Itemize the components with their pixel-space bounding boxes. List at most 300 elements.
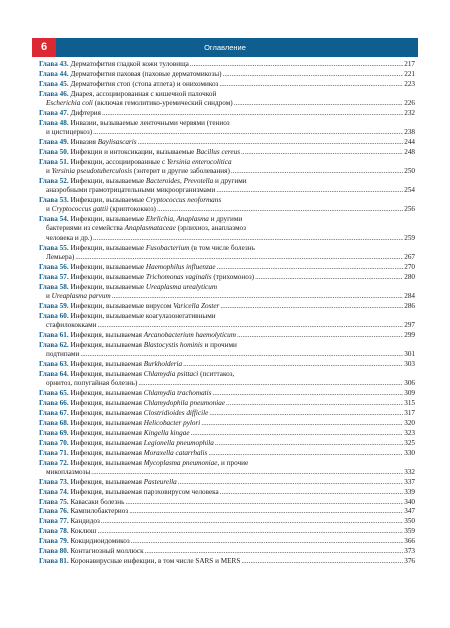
toc-entry[interactable]	[39, 138, 415, 147]
dot-leader	[241, 557, 403, 566]
entry-text-segment: Burkholderia	[143, 359, 183, 368]
toc-entry-line	[39, 283, 415, 292]
dot-leader	[255, 273, 403, 282]
entry-text-segment: Инфекция, вызываемая	[70, 428, 144, 437]
entry-text-segment: микоплазмозы	[46, 467, 91, 476]
page-reference: 373	[404, 547, 415, 556]
chapter-label: Глава 69.	[39, 428, 69, 437]
toc-entry-last-line	[39, 331, 415, 340]
toc-entry-last-line	[39, 263, 415, 272]
page-reference: 223	[404, 79, 415, 88]
toc-entry-last-line	[39, 429, 415, 438]
toc-entry-text	[39, 537, 130, 546]
entry-text-segment: Инфекция, вызываемая	[70, 408, 144, 417]
dot-leader	[178, 478, 404, 487]
entry-text-segment: Инфекции, ассоциированные с	[70, 157, 167, 166]
chapter-label: Глава 64.	[39, 369, 69, 378]
entry-text-segment: Контагиозный моллюск	[70, 547, 144, 556]
toc-entry[interactable]	[39, 60, 415, 69]
toc-entry-text	[39, 60, 189, 69]
entry-text-segment: Helicobacter pylori	[143, 418, 201, 427]
chapter-label: Глава 48.	[39, 118, 69, 127]
chapter-label: Глава 57.	[39, 272, 69, 281]
entry-text-segment: Cryptococcus gattii	[51, 205, 109, 214]
entry-text-segment: стафилококками	[46, 320, 97, 329]
toc-entry[interactable]	[39, 399, 415, 408]
entry-text-segment: и другими	[208, 215, 243, 224]
entry-text-segment: Инфекции, вызываемые	[70, 243, 146, 252]
entry-text-segment: Кокцидиоидомикоз	[70, 537, 130, 546]
toc-entry-text	[39, 70, 221, 79]
chapter-label: Глава 67.	[39, 408, 69, 417]
chapter-label: Глава 49.	[39, 138, 69, 147]
toc-entry-line	[39, 177, 415, 186]
toc-entry[interactable]	[39, 517, 415, 526]
entry-text-segment: Дерматофития гладкой кожи туловища	[70, 60, 189, 68]
toc-entry-last-line	[39, 128, 415, 137]
dot-leader	[93, 234, 403, 243]
toc-entry-last-line	[39, 547, 415, 556]
toc-entry-text	[46, 350, 79, 359]
entry-text-segment: Инфекция, вызываемая	[70, 369, 144, 378]
chapter-label: Глава 58.	[39, 282, 69, 291]
entry-text-segment: Лемьера)	[46, 252, 75, 261]
entry-text-segment: Инфекция, вызываемая	[70, 458, 144, 467]
entry-text-segment: Дифтерия	[70, 108, 101, 117]
toc-entry[interactable]	[39, 498, 415, 507]
toc-entry-text	[39, 80, 218, 89]
entry-text-segment: Инфекции, вызываемые коагулазонегативными	[70, 311, 216, 320]
toc-entry-text	[39, 399, 225, 408]
toc-entry-line	[39, 244, 415, 253]
dot-leader	[219, 80, 403, 89]
toc-entry-last-line	[39, 419, 415, 428]
toc-entry[interactable]	[39, 263, 415, 272]
toc-entry-text	[46, 99, 233, 108]
entry-text-segment: Коронавирусные инфекции, в том числе SARS и MERS	[70, 557, 241, 566]
toc-entry-last-line	[39, 488, 415, 497]
chapter-label: Глава 65.	[39, 388, 69, 397]
page-reference: 254	[404, 186, 415, 195]
toc-entry[interactable]	[39, 331, 415, 340]
chapter-label: Глава 71.	[39, 448, 69, 457]
toc-entry-text	[46, 234, 92, 243]
toc-entry[interactable]	[39, 177, 415, 195]
page-reference: 332	[404, 467, 415, 476]
entry-text-segment: Fusobacterium	[145, 243, 190, 252]
toc-entry[interactable]	[39, 409, 415, 418]
toc-entry-text	[46, 167, 230, 176]
page-reference: 320	[404, 418, 415, 427]
toc-entry-last-line	[39, 138, 415, 147]
page-reference: 366	[404, 537, 415, 546]
entry-text-segment: Инфекции, вызываемые вирусом	[70, 301, 174, 310]
dot-leader	[201, 419, 403, 428]
toc-entry-text	[39, 527, 96, 536]
entry-text-segment: Инфекция, вызываемая	[70, 448, 144, 457]
entry-text-segment: (включая гемолитико-уремический синдром)	[92, 99, 233, 108]
dot-leader	[215, 439, 403, 448]
page-reference: 306	[404, 378, 415, 387]
entry-text-segment: Yersinia enterocolitica	[166, 157, 232, 166]
entry-text-segment: человека и др.)	[46, 233, 92, 242]
toc-entry-text	[39, 507, 128, 516]
dot-leader	[191, 429, 404, 438]
entry-text-segment: Bacillus cereus	[196, 147, 240, 156]
toc-entry-line	[39, 158, 415, 167]
toc-entry-last-line	[39, 517, 415, 526]
chapter-label: Глава 66.	[39, 398, 69, 407]
chapter-label: Глава 62.	[39, 340, 69, 349]
toc-entry-last-line	[39, 507, 415, 516]
chapter-label: Глава 74.	[39, 487, 69, 496]
entry-text-segment: Varicella Zoster	[173, 301, 220, 310]
chapter-label: Глава 44.	[39, 69, 69, 78]
entry-text-segment: Инфекция, вызываемая	[70, 438, 144, 447]
toc-entry[interactable]	[39, 90, 415, 108]
toc-entry-last-line	[39, 109, 415, 118]
page-reference: 301	[404, 349, 415, 358]
page-reference: 238	[404, 128, 415, 137]
toc-entry-last-line	[39, 80, 415, 89]
chapter-label: Глава 47.	[39, 108, 69, 117]
page-reference: 232	[404, 108, 415, 117]
toc-entry-text	[39, 419, 200, 428]
page-reference: 359	[404, 527, 415, 536]
toc-entry[interactable]	[39, 557, 415, 566]
toc-entry[interactable]	[39, 507, 415, 516]
entry-text-segment: Инвазия	[70, 138, 98, 147]
chapter-label: Глава 72.	[39, 458, 69, 467]
page-reference: 376	[404, 557, 415, 566]
toc-entry-last-line	[39, 148, 415, 157]
dot-leader	[125, 498, 403, 507]
entry-text-segment: Инфекция, вызываемая	[70, 477, 144, 486]
toc-entry[interactable]	[39, 80, 415, 89]
chapter-label: Глава 81.	[39, 557, 69, 566]
entry-text-segment: Инфекция, вызываемая	[70, 398, 144, 407]
toc-entry[interactable]	[39, 488, 415, 497]
toc-entry-last-line	[39, 186, 415, 195]
page-reference: 347	[404, 507, 415, 516]
toc-entry[interactable]	[39, 70, 415, 79]
dot-leader	[138, 138, 404, 147]
entry-text-segment: (трихомоноз)	[211, 272, 255, 281]
toc-entry-last-line	[39, 70, 415, 79]
entry-text-segment: Диарея, ассоциированная с кишечной палочкой	[70, 89, 217, 98]
dot-leader	[209, 409, 403, 418]
toc-entry-line	[39, 341, 415, 350]
dot-leader	[101, 517, 403, 526]
page-reference: 309	[404, 388, 415, 397]
chapter-label: Глава 63.	[39, 359, 69, 368]
dot-leader	[216, 186, 403, 195]
entry-text-segment: Moraxella catarrhalis	[143, 448, 208, 457]
entry-text-segment: Blastocystis hominis	[143, 340, 203, 349]
entry-text-segment: Haemophilus influenzae	[145, 262, 216, 271]
chapter-label: Глава 43.	[39, 60, 69, 68]
toc-entry-last-line	[39, 321, 415, 330]
entry-text-segment: Кампилобактериоз	[70, 507, 129, 516]
dot-leader	[220, 488, 403, 497]
page-reference: 280	[404, 272, 415, 281]
toc-entry[interactable]	[39, 370, 415, 388]
chapter-label: Глава 50.	[39, 147, 69, 156]
toc-entry-last-line	[39, 360, 415, 369]
entry-text-segment: Kingella kingae	[143, 428, 190, 437]
toc-entry-text	[39, 109, 101, 118]
toc-entry-text	[39, 449, 207, 458]
toc-entry-text	[46, 321, 96, 330]
entry-text-segment: (пситтакоз,	[198, 369, 235, 378]
chapter-label: Глава 77.	[39, 517, 69, 526]
dot-leader	[241, 148, 403, 157]
chapter-label: Глава 53.	[39, 196, 69, 205]
entry-text-segment: Инфекция, вызываемая	[70, 330, 144, 339]
toc-entry-text	[39, 429, 190, 438]
chapter-label: Глава 46.	[39, 89, 69, 98]
toc-entry[interactable]	[39, 360, 415, 369]
toc-entry-text	[39, 488, 219, 497]
dot-leader	[129, 507, 403, 516]
toc-entry-line	[39, 370, 415, 379]
entry-text-segment: Инфекции, вызываемые	[70, 215, 146, 224]
dot-leader	[222, 70, 403, 79]
toc-entry-last-line	[39, 389, 415, 398]
entry-text-segment: Bacteroides, Prevotella	[145, 177, 214, 186]
toc-entry-last-line	[39, 498, 415, 507]
page-reference: 303	[404, 359, 415, 368]
entry-text-segment: Yersinia pseudotuberculosis	[51, 167, 132, 176]
entry-text-segment: Escherichia coli	[46, 99, 93, 108]
entry-text-segment: бактериями из семейства	[46, 224, 125, 233]
page-reference: 250	[404, 167, 415, 176]
toc-entry-last-line	[39, 468, 415, 477]
dot-leader	[80, 350, 403, 359]
entry-text-segment: Ureaplasma urealyticum	[145, 282, 218, 291]
toc-entry-last-line	[39, 205, 415, 214]
page-number: 6	[32, 38, 56, 57]
entry-text-segment: Инфекции, вызываемые	[70, 177, 146, 186]
chapter-label: Глава 59.	[39, 301, 69, 310]
toc-entry[interactable]	[39, 215, 415, 242]
entry-text-segment: Кавасаки болезнь	[70, 497, 125, 506]
toc-entry[interactable]	[39, 312, 415, 330]
toc-entry-text	[39, 409, 208, 418]
toc-entry-text	[39, 331, 236, 340]
dot-leader	[226, 399, 403, 408]
entry-text-segment: Mycoplasma pneumoniae	[143, 458, 218, 467]
page-reference: 315	[404, 398, 415, 407]
page-reference: 297	[404, 320, 415, 329]
entry-text-segment: и	[46, 205, 52, 214]
dot-leader	[231, 167, 403, 176]
page-reference: 270	[404, 262, 415, 271]
entry-text-segment: и	[46, 167, 52, 176]
toc-entry[interactable]	[39, 244, 415, 262]
entry-text-segment: подтипами	[46, 349, 80, 358]
toc-entry-last-line	[39, 350, 415, 359]
toc-entry-text	[46, 205, 156, 214]
toc-entry-line	[39, 196, 415, 205]
toc-entry-text	[39, 498, 124, 507]
entry-text-segment: Коклюш	[70, 527, 97, 536]
toc-entry-line	[39, 459, 415, 468]
toc-entry-text	[39, 517, 100, 526]
page-reference: 337	[404, 477, 415, 486]
toc-entry-text	[46, 186, 215, 195]
chapter-label: Глава 80.	[39, 547, 69, 556]
toc-entry[interactable]	[39, 273, 415, 282]
toc-entry-last-line	[39, 99, 415, 108]
toc-entry-last-line	[39, 439, 415, 448]
page-reference: 330	[404, 448, 415, 457]
toc-entry-text	[39, 138, 137, 147]
toc-entry[interactable]	[39, 478, 415, 487]
entry-text-segment: (эрлихиоз, анаплазмоз	[175, 224, 246, 233]
toc-entry[interactable]	[39, 283, 415, 301]
entry-text-segment: Дерматофития паховая (паховые дерматомикозы)	[70, 69, 222, 78]
entry-text-segment: (энтерит и другие заболевания)	[132, 167, 230, 176]
chapter-label: Глава 45.	[39, 79, 69, 88]
entry-text-segment: Cryptococcus neoformans	[145, 196, 222, 205]
toc-entry-last-line	[39, 302, 415, 311]
page-reference: 248	[404, 147, 415, 156]
page-reference: 244	[404, 138, 415, 147]
toc-entry[interactable]	[39, 449, 415, 458]
toc-entry-text	[39, 302, 219, 311]
toc-entry[interactable]	[39, 196, 415, 214]
chapter-label: Глава 55.	[39, 243, 69, 252]
dot-leader	[131, 537, 404, 546]
chapter-label: Глава 54.	[39, 215, 69, 224]
dot-leader	[91, 468, 403, 477]
toc-entry[interactable]	[39, 302, 415, 311]
entry-text-segment: Ureaplasma parvum	[51, 291, 111, 300]
toc-entry[interactable]	[39, 158, 415, 176]
entry-text-segment: Chlamydia psittaci	[143, 369, 199, 378]
toc-entry-text	[39, 360, 182, 369]
toc-entry[interactable]	[39, 109, 415, 118]
table-of-contents	[39, 60, 415, 567]
dot-leader	[102, 109, 403, 118]
dot-leader	[75, 253, 403, 262]
chapter-label: Глава 52.	[39, 177, 69, 186]
entry-text-segment: орнитоз, попугайная болезнь)	[46, 378, 138, 387]
page-reference: 339	[404, 487, 415, 496]
entry-text-segment: Дерматофития стоп (стопа атлета) и онихомикоз	[70, 79, 219, 88]
page-reference: 323	[404, 428, 415, 437]
chapter-label: Глава 73.	[39, 477, 69, 486]
entry-text-segment: Кандидоз	[70, 517, 100, 526]
toc-entry-last-line	[39, 379, 415, 388]
toc-entry-line	[39, 90, 415, 99]
dot-leader	[217, 263, 404, 272]
toc-entry[interactable]	[39, 537, 415, 546]
entry-text-segment: (в том числе болезнь	[189, 243, 255, 252]
toc-entry-line	[39, 224, 415, 233]
entry-text-segment: Инвазии, вызываемые ленточными червями (тениоз	[70, 118, 230, 127]
entry-text-segment: Инфекции, вызываемые	[70, 262, 146, 271]
entry-text-segment: и	[46, 291, 52, 300]
dot-leader	[212, 389, 403, 398]
page-reference: 256	[404, 205, 415, 214]
entry-text-segment: Инфекция, вызываемая	[70, 359, 144, 368]
toc-entry-text	[46, 468, 90, 477]
toc-entry-text	[46, 292, 111, 301]
page-reference: 286	[404, 301, 415, 310]
chapter-label: Глава 51.	[39, 157, 69, 166]
header-title: Оглавление	[204, 43, 246, 52]
toc-entry-last-line	[39, 399, 415, 408]
chapter-label: Глава 79.	[39, 537, 69, 546]
entry-text-segment: и другими	[213, 177, 247, 186]
dot-leader	[190, 60, 403, 69]
toc-entry[interactable]	[39, 459, 415, 477]
chapter-label: Глава 56.	[39, 262, 69, 271]
toc-entry-last-line	[39, 292, 415, 301]
toc-entry-last-line	[39, 527, 415, 536]
toc-entry-line	[39, 119, 415, 128]
dot-leader	[145, 547, 404, 556]
toc-entry[interactable]	[39, 527, 415, 536]
toc-entry[interactable]	[39, 148, 415, 157]
entry-text-segment: и цистицеркоз)	[46, 128, 93, 137]
entry-text-segment: анаэробными грамотрицательными микроорганизмами	[46, 186, 216, 195]
toc-entry-last-line	[39, 537, 415, 546]
entry-text-segment: Chlamydia trachomatis	[143, 388, 212, 397]
toc-entry-text	[39, 389, 211, 398]
page-reference: 325	[404, 438, 415, 447]
entry-text-segment: Pasteurella	[143, 477, 177, 486]
toc-entry-text	[39, 478, 177, 487]
page-reference: 267	[404, 252, 415, 261]
dot-leader	[112, 292, 404, 301]
toc-entry-text	[46, 379, 137, 388]
entry-text-segment: Инфекция, вызываемая парэховирусом человека	[70, 487, 219, 496]
toc-entry-last-line	[39, 557, 415, 566]
dot-leader	[183, 360, 403, 369]
dot-leader	[157, 205, 403, 214]
dot-leader	[237, 331, 403, 340]
toc-entry[interactable]	[39, 547, 415, 556]
toc-entry-text	[39, 263, 216, 272]
entry-text-segment: Инфекция, вызываемая	[70, 388, 144, 397]
toc-entry-line	[39, 215, 415, 224]
toc-entry-last-line	[39, 273, 415, 282]
entry-text-segment: Anaplasmataceae	[124, 224, 176, 233]
toc-entry[interactable]	[39, 341, 415, 359]
toc-entry[interactable]	[39, 429, 415, 438]
page-reference: 217	[404, 60, 415, 68]
page-reference: 259	[404, 233, 415, 242]
toc-entry[interactable]	[39, 439, 415, 448]
entry-text-segment: Инфекция, вызываемая	[70, 418, 144, 427]
toc-entry-text	[39, 557, 240, 566]
toc-entry[interactable]	[39, 119, 415, 137]
toc-entry-last-line	[39, 253, 415, 262]
entry-text-segment: , и прочие	[217, 458, 249, 467]
dot-leader	[208, 449, 403, 458]
chapter-label: Глава 70.	[39, 438, 69, 447]
toc-entry-last-line	[39, 478, 415, 487]
toc-entry[interactable]	[39, 419, 415, 428]
toc-entry-last-line	[39, 60, 415, 69]
dot-leader	[97, 321, 403, 330]
toc-entry[interactable]	[39, 389, 415, 398]
page-reference: 350	[404, 517, 415, 526]
dot-leader	[234, 99, 404, 108]
